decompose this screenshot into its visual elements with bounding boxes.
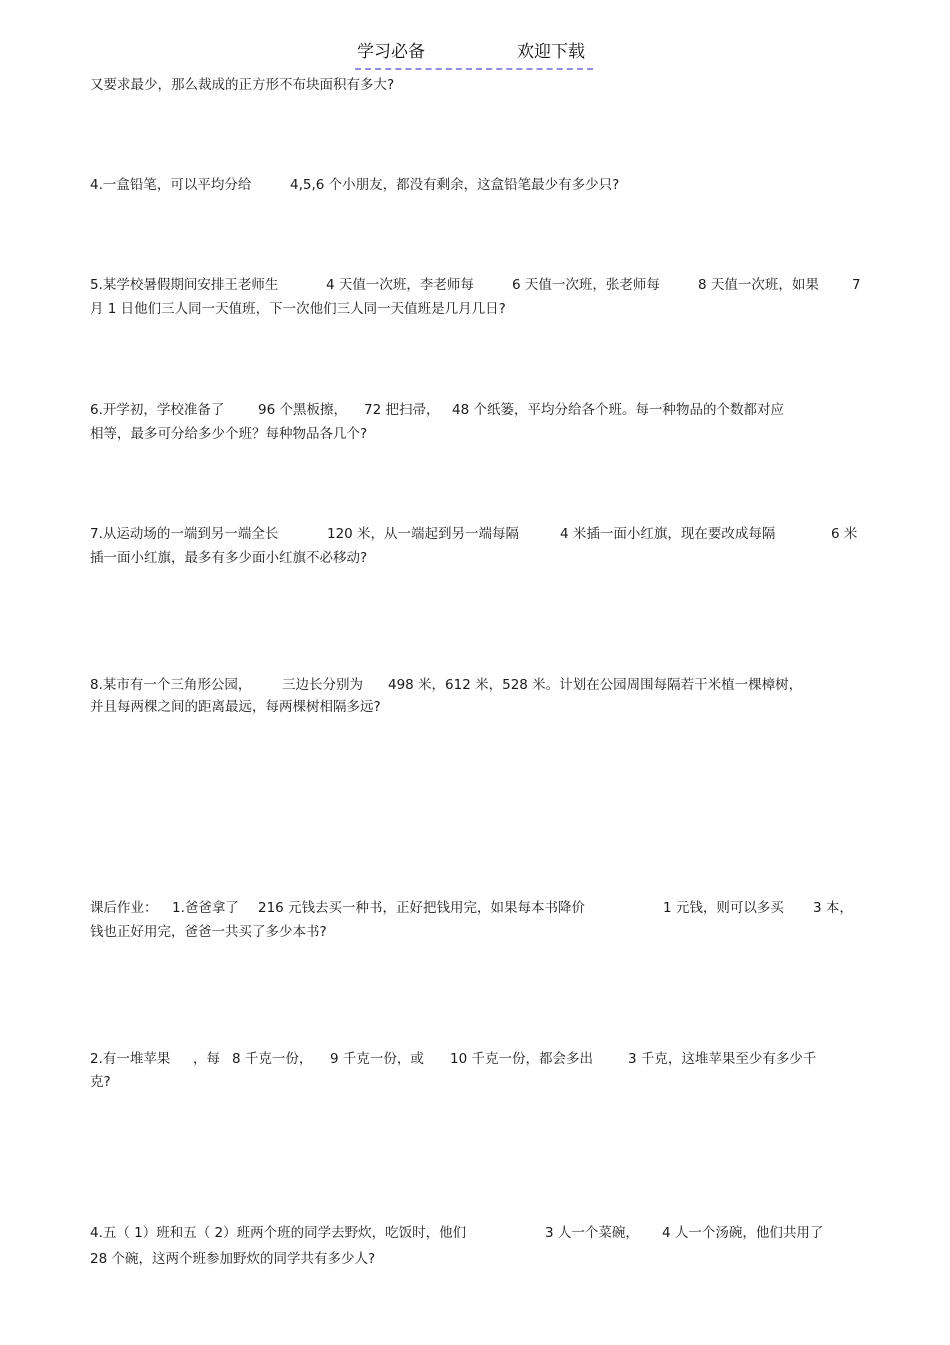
text-segment: 2.有一堆苹果 bbox=[90, 1051, 171, 1067]
text-segment: 钱也正好用完，爸爸一共买了多少本书? bbox=[90, 924, 327, 940]
text-segment: 120 米，从一端起到另一端每隔 bbox=[327, 526, 520, 542]
text-segment: 8 千克一份， bbox=[232, 1051, 313, 1067]
text-segment: 6.开学初，学校准备了 bbox=[90, 402, 225, 418]
text-segment: 5.某学校暑假期间安排王老师生 bbox=[90, 277, 279, 293]
text-segment: 72 把扫帚， bbox=[364, 402, 440, 418]
text-segment: 4 天值一次班，李老师每 bbox=[326, 277, 474, 293]
text-segment: 克? bbox=[90, 1074, 111, 1090]
text-segment: 1 元钱，则可以多买 bbox=[663, 900, 784, 916]
text-segment: 6 天值一次班，张老师每 bbox=[512, 277, 660, 293]
text-segment: 1.爸爸拿了 bbox=[172, 900, 239, 916]
text-segment: 三边长分别为 bbox=[282, 677, 363, 693]
text-segment: 7 bbox=[852, 277, 861, 293]
header-right-text: 欢迎下载 bbox=[517, 42, 585, 62]
text-segment: 10 千克一份，都会多出 bbox=[450, 1051, 593, 1067]
text-segment: 3 人一个菜碗， bbox=[545, 1225, 639, 1241]
text-segment: 3 本， bbox=[813, 900, 853, 916]
header-left-text: 学习必备 bbox=[357, 42, 425, 62]
text-segment: 7.从运动场的一端到另一端全长 bbox=[90, 526, 279, 542]
text-segment: 498 米，612 米，528 米。计划在公园周围每隔若干米植一棵樟树， bbox=[388, 677, 803, 693]
text-segment: 4 人一个汤碗，他们共用了 bbox=[662, 1225, 824, 1241]
text-segment: 月 1 日他们三人同一天值班，下一次他们三人同一天值班是几月几日? bbox=[90, 301, 506, 317]
text-segment: 8.某市有一个三角形公园， bbox=[90, 677, 252, 693]
text-segment: 插一面小红旗，最多有多少面小红旗不必移动? bbox=[90, 550, 368, 566]
text-segment: ，每 bbox=[193, 1051, 220, 1067]
text-segment: 课后作业： bbox=[90, 900, 158, 916]
text-segment: 相等，最多可分给多少个班？每种物品各几个? bbox=[90, 426, 368, 442]
text-segment: 48 个纸篓，平均分给各个班。每一种物品的个数都对应 bbox=[452, 402, 784, 418]
text-segment: 并且每两棵之间的距离最远，每两棵树相隔多远? bbox=[90, 699, 381, 715]
text-segment: 3 千克，这堆苹果至少有多少千 bbox=[628, 1051, 817, 1067]
text-segment: 4.五（ 1）班和五（ 2）班两个班的同学去野炊，吃饭时，他们 bbox=[90, 1225, 467, 1241]
text-segment: 4 米插一面小红旗，现在要改成每隔 bbox=[560, 526, 776, 542]
text-segment: 96 个黑板擦， bbox=[258, 402, 347, 418]
text-segment: 又要求最少，那么裁成的正方形不布块面积有多大? bbox=[90, 77, 395, 93]
text-segment: 4.一盒铅笔，可以平均分给 bbox=[90, 177, 252, 193]
text-segment: 9 千克一份，或 bbox=[330, 1051, 424, 1067]
text-segment: 28 个碗，这两个班参加野炊的同学共有多少人? bbox=[90, 1251, 376, 1267]
text-segment: 8 天值一次班，如果 bbox=[698, 277, 819, 293]
text-segment: 216 元钱去买一种书，正好把钱用完，如果每本书降价 bbox=[258, 900, 586, 916]
text-segment: 4,5,6 个小朋友，都没有剩余，这盒铅笔最少有多少只? bbox=[290, 177, 620, 193]
text-segment: 6 米 bbox=[831, 526, 858, 542]
page-header bbox=[355, 40, 593, 70]
